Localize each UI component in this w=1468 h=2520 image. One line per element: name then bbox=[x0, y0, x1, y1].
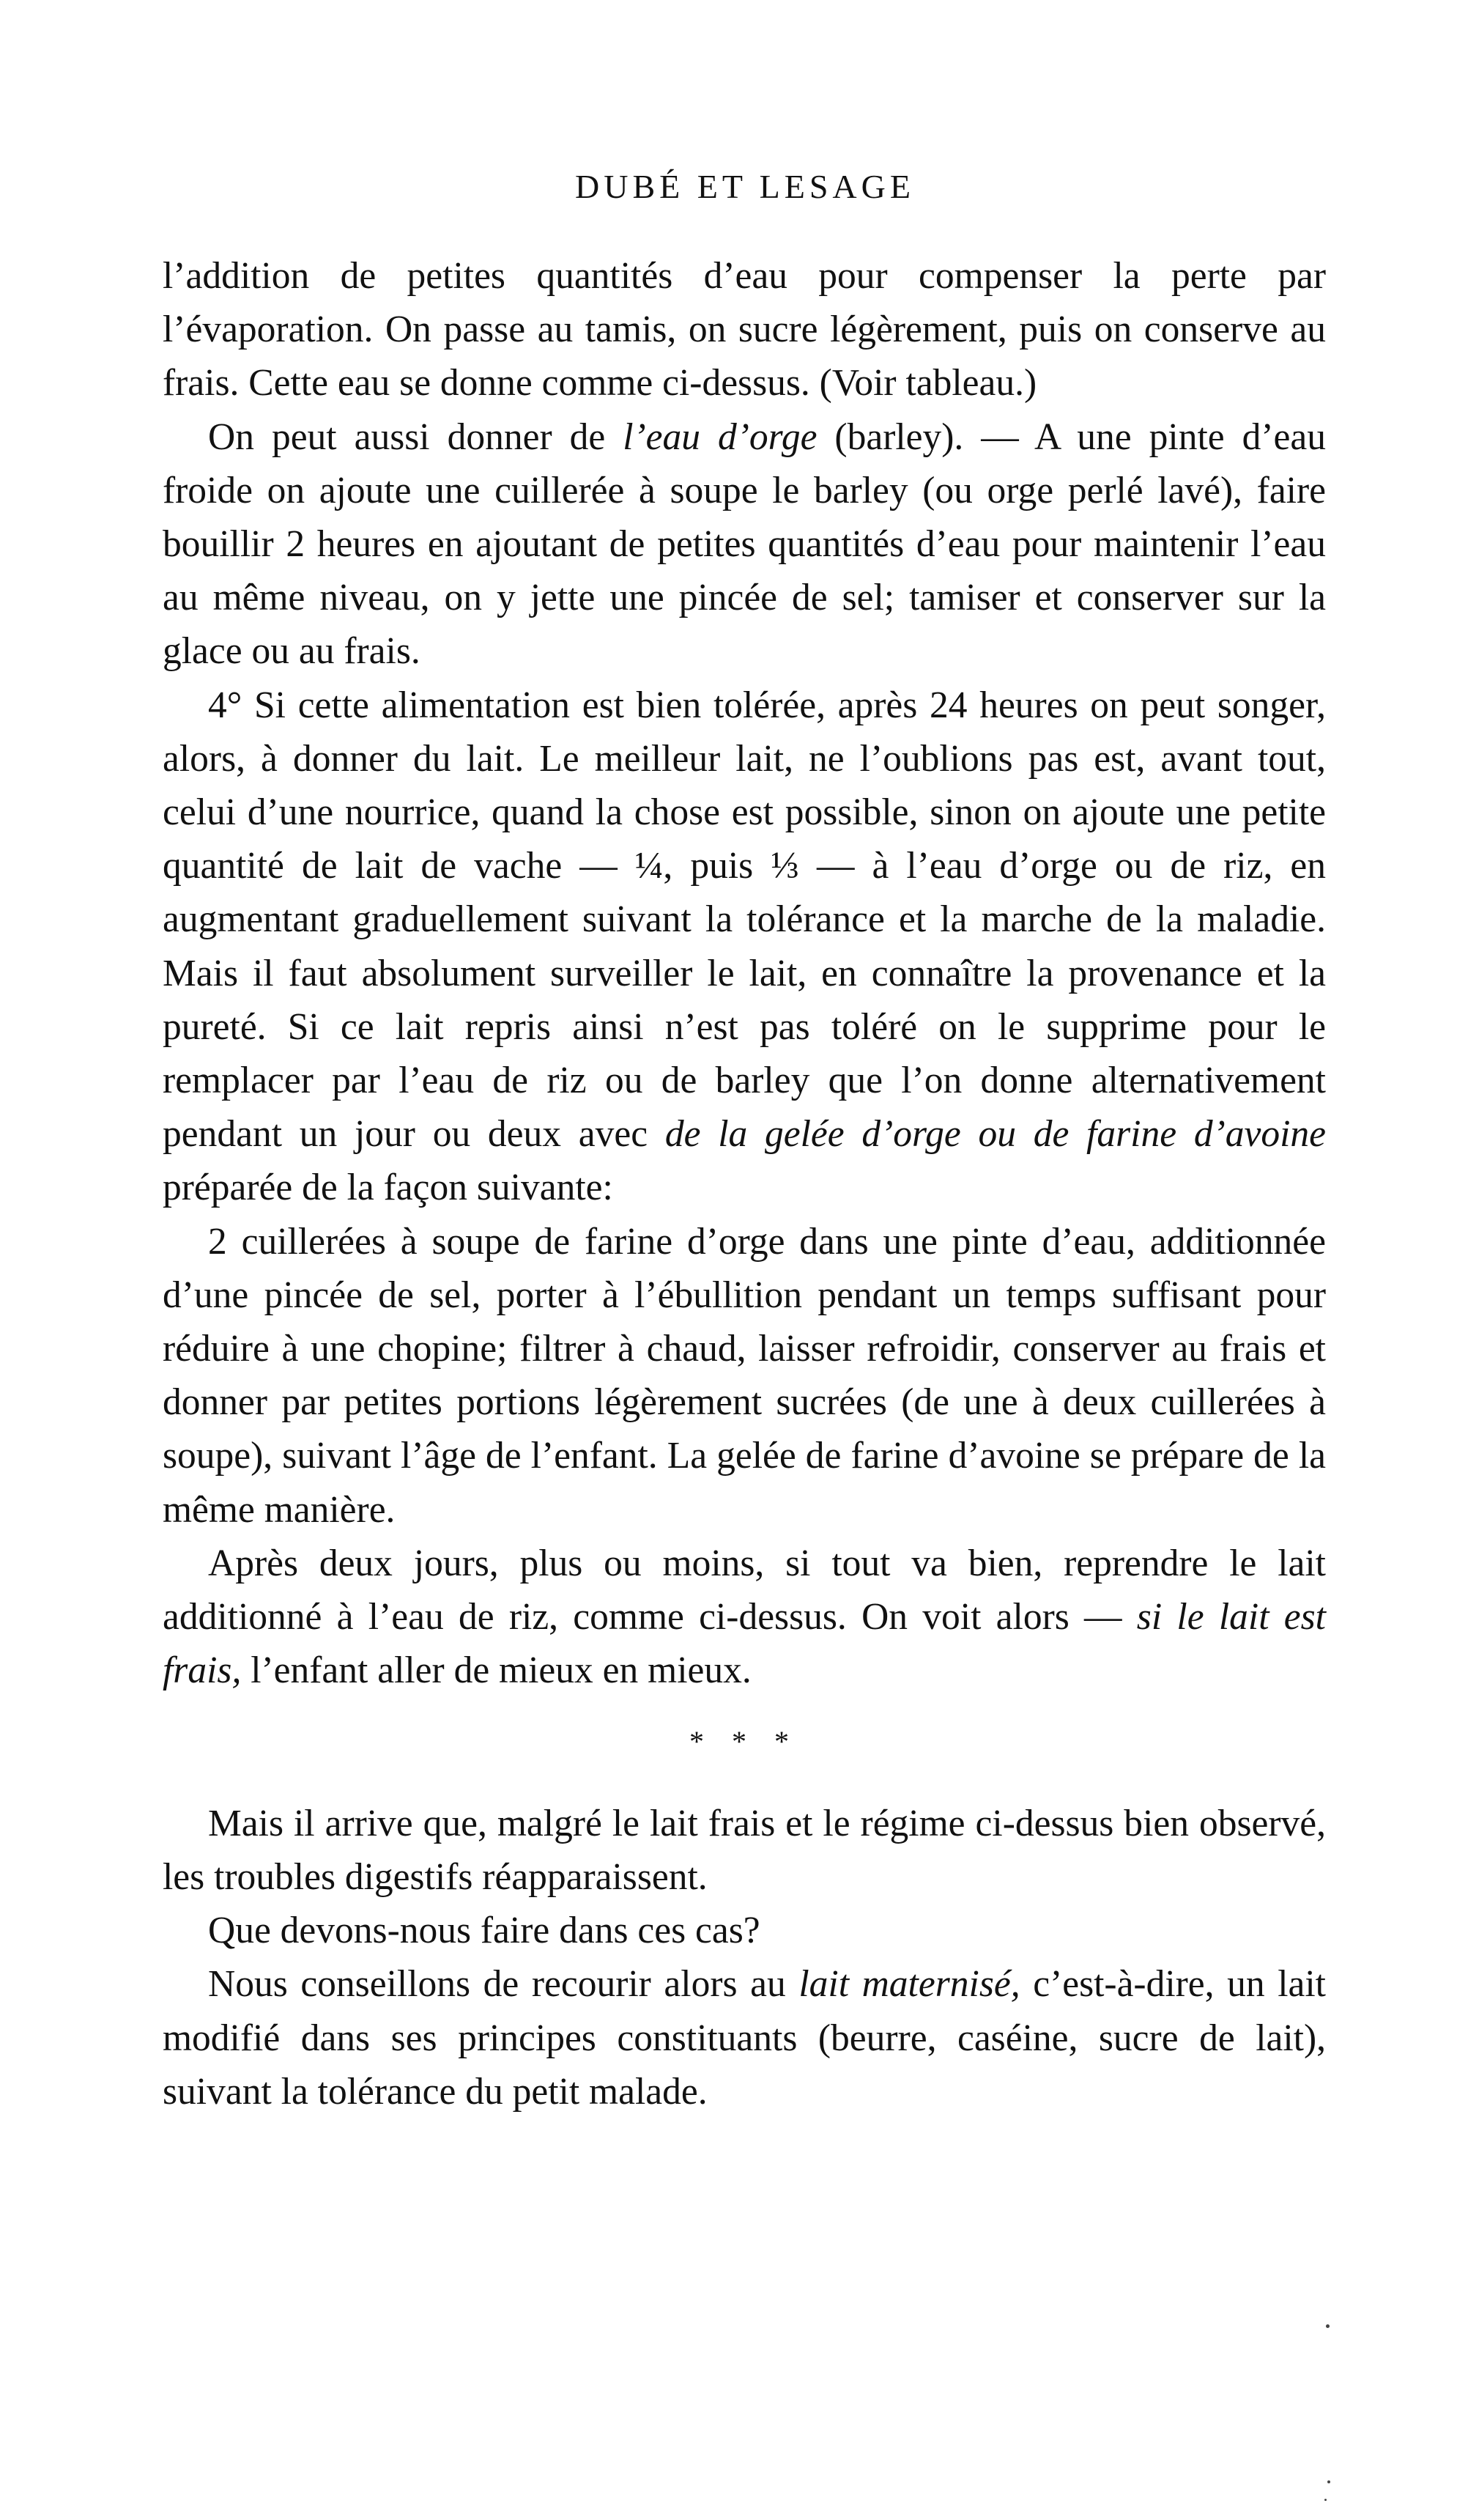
paragraph-barley-water bbox=[163, 410, 1326, 679]
paragraph-recipe: 2 cuillerées à soupe de farine d’orge dans une pinte d’eau, additionnée d’une pincée de sel, porter à l’ébullition pendant un temps suffisant pour réduire à une chopine; filtrer à chaud, laisser refroidir, conserver au frais et donner par petites portions légèrement sucrées (de une à deux cuillerées à soupe), suivant l’âge de l’enfant. La gelée de farine d’avoine se prépare de la même manière. bbox=[163, 1220, 1326, 1531]
paragraph-continuation: l’addition de petites quantités d’eau pour compenser la perte par l’évaporation. On passe au tamis, on sucre légèrement, puis on conserve au frais. Cette eau se donne comme ci-dessus. (Voir tableau.) bbox=[163, 255, 1326, 404]
text-run: l’enfant aller de mieux en mieux. bbox=[241, 1649, 752, 1692]
italic-term-gelee: de la gelée d’orge ou de farine d’avoine bbox=[664, 1113, 1326, 1156]
italic-phrase-lait-frais: si le lait est frais, bbox=[163, 1596, 1326, 1692]
text-run: Après deux jours, plus ou moins, si tout va bien, reprendre le lait additionné à l’eau de riz, comme ci-dessus. On voit alors — bbox=[163, 1542, 1326, 1638]
running-head: DUBÉ ET LESAGE bbox=[575, 168, 915, 205]
text-run: (barley). — A une pinte d’eau froide on ajoute une cuillerée à soupe le barley (ou orge perlé lavé), faire bouillir 2 heures en ajoutant de petites quantités d’eau pour maintenir l’eau au même niveau, on y jette une pincée de sel; tamiser et conserver sur la glace ou au frais. bbox=[163, 415, 1326, 673]
paragraph-lait-maternise bbox=[163, 1957, 1326, 2118]
paragraph-step-4-milk bbox=[163, 679, 1326, 1215]
paragraph-troubles: Mais il arrive que, malgré le lait frais et le régime ci-dessus bien observé, les troubles digestifs réapparaissent. bbox=[163, 1802, 1326, 1898]
section-separator: * * * bbox=[689, 1725, 799, 1759]
paragraph-question: Que devons-nous faire dans ces cas? bbox=[208, 1910, 760, 1952]
text-run: On peut aussi donner de bbox=[208, 415, 623, 458]
paragraph-resume-milk bbox=[163, 1537, 1326, 1698]
text-run: Nous conseillons de recourir alors au bbox=[208, 1963, 799, 2006]
italic-term-lait-maternise: lait maternisé, bbox=[798, 1963, 1020, 2006]
italic-term-eau-dorge: l’eau d’orge bbox=[623, 415, 818, 458]
text-run: préparée de la façon suivante: bbox=[163, 1167, 613, 1209]
text-run: c’est-à-dire, un lait modifié dans ses principes constituants (beurre, caséine, sucre de lait), suivant la tolérance du petit malade. bbox=[163, 1963, 1326, 2113]
body-text bbox=[163, 249, 1326, 2118]
text-run: 4° Si cette alimentation est bien tolérée, après 24 heures on peut songer, alors, à donner du lait. Le meilleur lait, ne l’oublions pas est, avant tout, celui d’une nourrice, quand la chose est possible, sinon on ajoute une petite quantité de lait de vache — ¼, puis ⅓ — à l’eau d’orge ou de riz, en augmentant graduellement suivant la tolérance et la marche de la maladie. Mais il faut absolument surveiller le lait, en connaître la provenance et la pureté. Si ce lait repris ainsi n’est pas toléré on le supprime pour le remplacer par l’eau de riz ou de barley que l’on donne alternativement pendant un jour ou deux avec bbox=[163, 684, 1326, 1156]
